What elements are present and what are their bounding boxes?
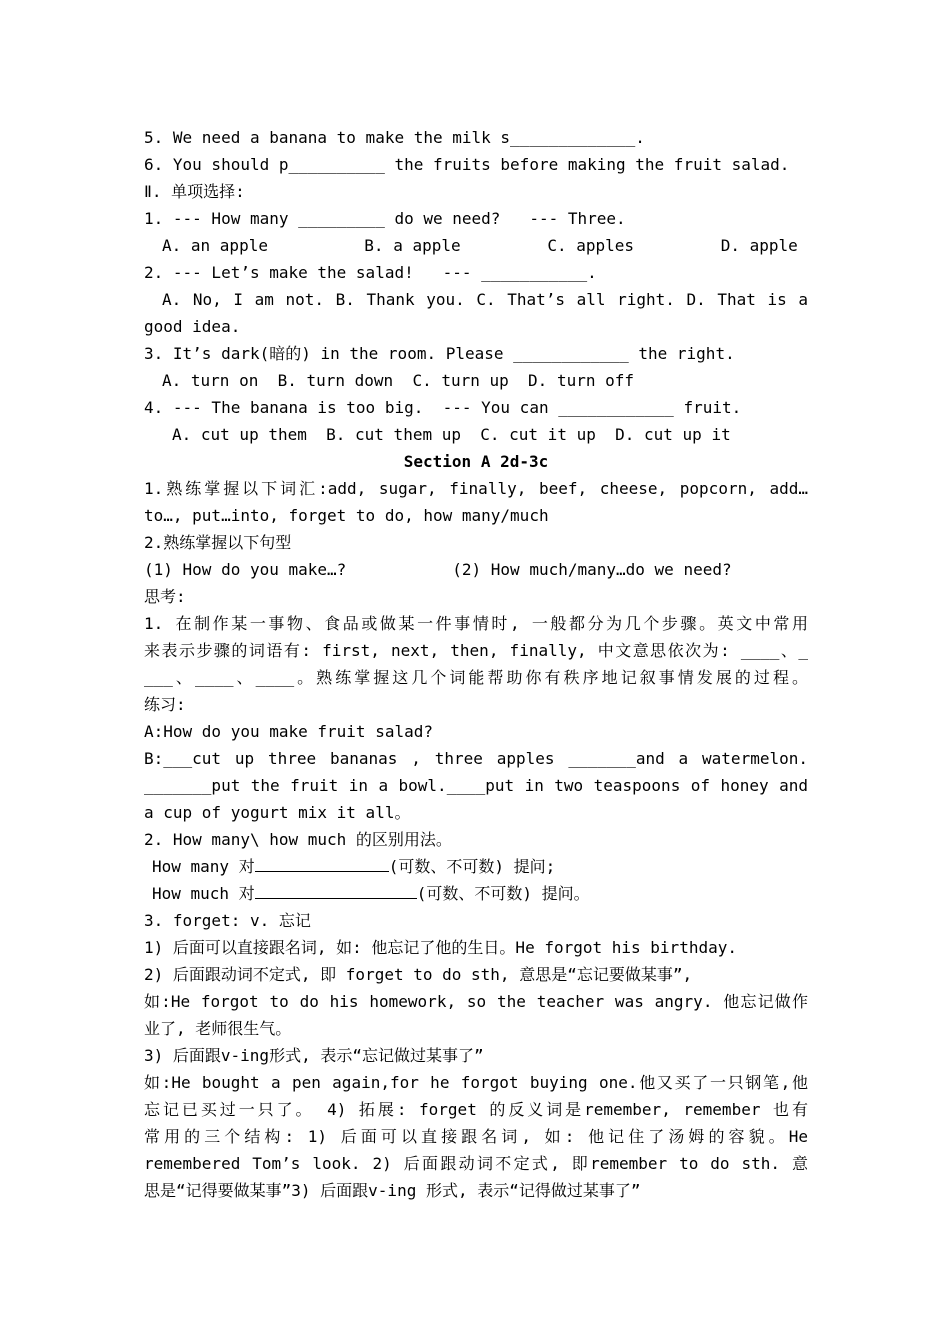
forget-rule-3: 3) 后面跟v-ing形式, 表示“忘记做过某事了” [144,1046,484,1065]
question-1: 1. --- How many _________ do we need? --- Three. [144,209,626,228]
howmany-heading: 2. How many\ how much 的区别用法。 [144,830,452,849]
remember-line-3: 思是“记得要做某事”3) 后面跟v-ing 形式, 表示“记得做过某事了” [144,1181,641,1200]
dialog-a: A:How do you make fruit salad? [144,722,433,741]
howmany-line [144,853,808,880]
remember-line-2: remembered Tom’s look. 2) 后面跟动词不定式, 即remember to do sth. 意 [144,1154,808,1173]
dialog-b-3: a cup of yogurt mix it all。 [144,803,411,822]
think-line-1: 1. 在制作某一事物、食品或做某一件事情时, 一般都分为几个步骤。英文中常用 [144,614,808,633]
forget-example-3a: 如:He bought a pen again,for he forgot buying one.他又买了一只钢笔,他 [144,1073,808,1092]
question-4: 4. --- The banana is too big. --- You can ____________ fruit. [144,398,742,417]
exercise-line-6: 6. You should p__________ the fruits before making the fruit salad. [144,155,790,174]
howmany-blank [255,853,389,872]
forget-example-3b: 忘记已买过一只了。 4) 拓展: forget 的反义词是remember, remember 也有 [144,1100,808,1119]
question-3-options: A. turn on B. turn down C. turn up D. turn off [162,371,635,390]
howmany-label: How many 对 [152,857,255,876]
question-4-options: A. cut up them B. cut them up C. cut it up D. cut up it [172,425,731,444]
forget-heading: 3. forget: v. 忘记 [144,911,311,930]
question-2-options-cont: good idea. [144,317,241,336]
howmany-suffix: (可数、不可数) 提问; [388,857,556,876]
exercise-line-5: 5. We need a banana to make the milk s_____________. [144,128,645,147]
question-1-options: A. an apple B. a apple C. apples D. apple [162,236,798,255]
forget-rule-1: 1) 后面可以直接跟名词, 如: 他忘记了他的生日。He forgot his birthday. [144,938,737,957]
pattern-line: (1) How do you make…? (2) How much/many…do we need? [144,560,732,579]
document-body [144,124,808,1204]
section-heading-choice: Ⅱ. 单项选择: [144,182,245,201]
remember-line-1: 常用的三个结构: 1) 后面可以直接跟名词, 如: 他记住了汤姆的容貌。He [144,1127,808,1146]
forget-example-2b: 业了, 老师很生气。 [144,1019,292,1038]
vocab-line-2: to…, put…into, forget to do, how many/much [144,506,549,525]
howmuch-label: How much 对 [152,884,255,903]
section-title: Section A 2d-3c [403,452,549,471]
question-2: 2. --- Let’s make the salad! --- ___________. [144,263,597,282]
think-heading: 思考: [144,587,186,606]
howmuch-line [144,880,808,907]
dialog-b-1: B:___cut up three bananas , three apples _______and a watermelon. [144,749,808,768]
vocab-line-1: 1.熟练掌握以下词汇:add, sugar, finally, beef, cheese, popcorn, add… [144,479,808,498]
forget-example-2a: 如:He forgot to do his homework, so the teacher was angry. 他忘记做作 [144,992,808,1011]
question-2-options: A. No, I am not. B. Thank you. C. That’s all right. D. That is a [162,290,808,309]
dialog-b-2: _______put the fruit in a bowl.____put in two teaspoons of honey and [144,776,808,795]
think-line-2: 来表示步骤的词语有: first, next, then, finally, 中文意思依次为: ____、_ [144,641,808,660]
question-3: 3. It’s dark(暗的) in the room. Please ____________ the right. [144,344,735,363]
forget-rule-2: 2) 后面跟动词不定式, 即 forget to do sth, 意思是“忘记要做某事”, [144,965,693,984]
howmuch-suffix: (可数、不可数) 提问。 [416,884,590,903]
pattern-heading: 2.熟练掌握以下句型 [144,533,292,552]
howmuch-blank [255,880,417,899]
think-line-3: ___、____、____。熟练掌握这几个词能帮助你有秩序地记叙事情发展的过程。 [144,668,808,687]
practice-heading: 练习: [144,695,186,714]
